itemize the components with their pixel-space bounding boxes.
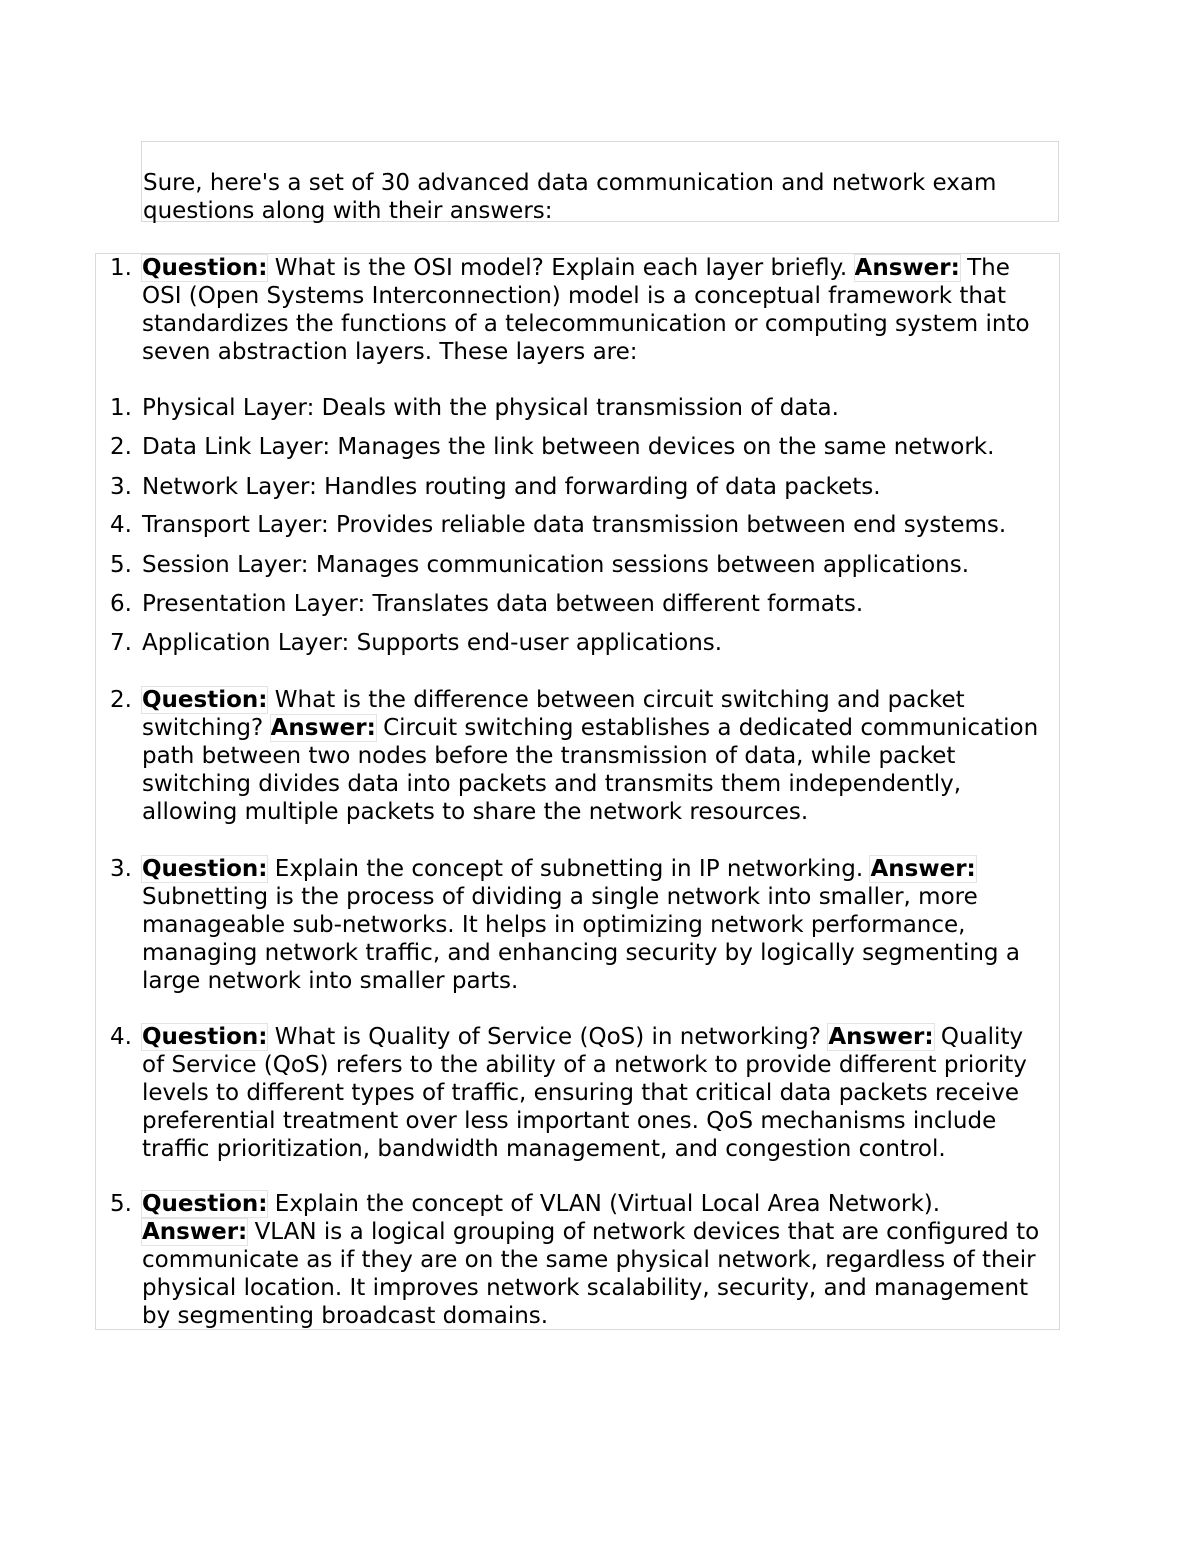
answer-text: The OSI (Open Systems Interconnection) model is a conceptual framework that standardizes the functions of a telecommunication or computing system into seven abstraction layers. These layers are:: [142, 255, 1030, 365]
answer-label: Answer:: [142, 1219, 248, 1245]
layer-item: [96, 629, 1059, 657]
answer-label: Answer:: [870, 856, 976, 882]
intro-paragraph: [141, 141, 1059, 222]
list-number: 4.: [110, 1024, 132, 1050]
layer-item: [96, 433, 1059, 461]
layer-item: [96, 590, 1059, 618]
question-text: What is the difference between circuit switching and packet switching?: [142, 687, 965, 741]
layer-text: Session Layer: Manages communication sessions between applications.: [142, 552, 970, 578]
qa-list: [95, 253, 1060, 1330]
question-label: Question:: [142, 1024, 268, 1050]
layer-text: Physical Layer: Deals with the physical transmission of data.: [142, 395, 839, 421]
question-row: [96, 1190, 1059, 1330]
question-label: Question:: [142, 1191, 268, 1217]
list-number: 6.: [110, 591, 132, 617]
answer-label: Answer:: [854, 255, 960, 281]
list-number: 1.: [110, 255, 132, 281]
list-number: 3.: [110, 856, 132, 882]
layer-row: [96, 551, 1059, 579]
question-item: [96, 1023, 1059, 1163]
answer-label: Answer:: [828, 1024, 934, 1050]
question-item: [96, 254, 1059, 366]
question-item: [96, 686, 1059, 826]
question-text: What is the OSI model? Explain each layer briefly.: [274, 255, 848, 281]
layer-text: Application Layer: Supports end-user applications.: [142, 630, 723, 656]
question-row: [96, 686, 1059, 826]
layer-row: [96, 433, 1059, 461]
layer-row: [96, 511, 1059, 539]
list-number: 1.: [110, 395, 132, 421]
layer-row: [96, 629, 1059, 657]
question-item: [96, 855, 1059, 995]
layer-item: [96, 473, 1059, 501]
question-text: Explain the concept of VLAN (Virtual Local Area Network).: [274, 1191, 941, 1217]
list-number: 7.: [110, 630, 132, 656]
list-number: 2.: [110, 687, 132, 713]
layer-row: [96, 473, 1059, 501]
question-label: Question:: [142, 856, 268, 882]
list-number: 4.: [110, 512, 132, 538]
list-number: 3.: [110, 474, 132, 500]
layer-item: [96, 551, 1059, 579]
intro-text: Sure, here's a set of 30 advanced data communication and network exam questions along with their answers:: [143, 170, 997, 224]
list-number: 5.: [110, 1191, 132, 1217]
list-number: 5.: [110, 552, 132, 578]
question-row: [96, 1023, 1059, 1163]
layer-item: [96, 511, 1059, 539]
answer-text: Subnetting is the process of dividing a single network into smaller, more manageable sub-networks. It helps in optimizing network performance, managing network traffic, and enhancing security by logically segmenting a large network into smaller parts.: [142, 884, 1020, 994]
question-label: Question:: [142, 687, 268, 713]
question-text: Explain the concept of subnetting in IP networking.: [274, 856, 864, 882]
layer-item: [96, 394, 1059, 422]
question-row: [96, 254, 1059, 366]
layer-row: [96, 590, 1059, 618]
layer-text: Data Link Layer: Manages the link between devices on the same network.: [142, 434, 995, 460]
question-label: Question:: [142, 255, 268, 281]
layer-text: Presentation Layer: Translates data between different formats.: [142, 591, 864, 617]
layer-text: Network Layer: Handles routing and forwarding of data packets.: [142, 474, 881, 500]
list-number: 2.: [110, 434, 132, 460]
answer-label: Answer:: [270, 715, 376, 741]
layer-text: Transport Layer: Provides reliable data transmission between end systems.: [142, 512, 1007, 538]
question-item: [96, 1190, 1059, 1330]
answer-text: Quality of Service (QoS) refers to the ability of a network to provide different priority levels to different types of traffic, ensuring that critical data packets receive preferential treatment over less important ones. QoS mechanisms include traffic prioritization, bandwidth management, and congestion control.: [142, 1024, 1027, 1162]
question-text: What is Quality of Service (QoS) in networking?: [274, 1024, 821, 1050]
question-row: [96, 855, 1059, 995]
layer-row: [96, 394, 1059, 422]
answer-text: Circuit switching establishes a dedicated communication path between two nodes before the transmission of data, while packet switching divides data into packets and transmits them independently, allowing multiple packets to share the network resources.: [142, 715, 1039, 825]
answer-text: VLAN is a logical grouping of network devices that are configured to communicate as if they are on the same physical network, regardless of their physical location. It improves network scalability, security, and management by segmenting broadcast domains.: [142, 1219, 1040, 1329]
